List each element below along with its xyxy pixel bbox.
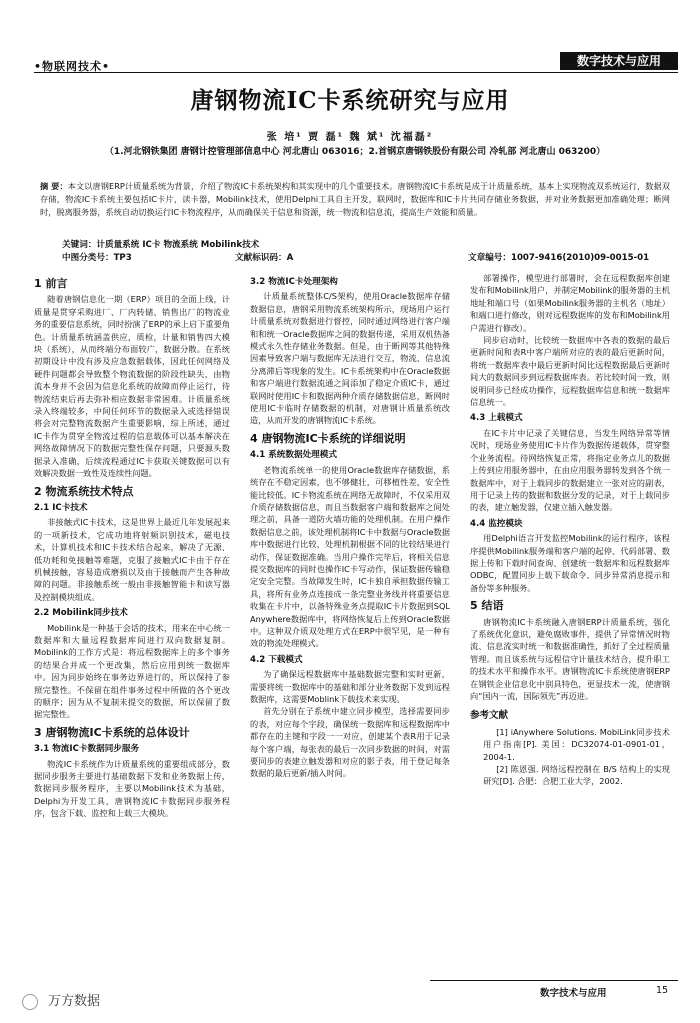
section-heading: 4 唐钢物流IC卡系统的详细说明 (250, 431, 406, 445)
subsection-heading: 2.1 IC卡技术 (34, 502, 88, 513)
authors: 张 培¹ 贾 磊¹ 魏 斌¹ 沈福磊² (266, 132, 434, 143)
abstract-label: 摘 要： (40, 181, 68, 191)
section-heading: 3 唐钢物流IC卡系统的总体设计 (34, 725, 190, 739)
header-rule (34, 72, 678, 73)
paragraph: 物流IC卡系统作为计质量系统的重要组成部分，数据同步服务主要进行基础数据下发和业务数据上传，数据同步服务程序，主要以Mobilink技术为基础，Delphi为开发工具，唐钢物流IC卡数据同步服务程序，包含下载、监控和上载三大模块。 (34, 758, 230, 819)
section-heading: 2 物流系统技术特点 (34, 484, 134, 498)
footer-journal: 数字技术与应用 (540, 988, 607, 999)
paragraph: 计质量系统整体C/S架构，使用Oracle数据库存储数据信息，唐钢采用物流系统架构所示，现场用户运行计质量系统对数据进行督控，同时通过网络进行客户端和和统一Oracle数据库之间的数据传递，采用双机热备模式永久性存储业务数据。但是，由于断网等其他特殊因素导致客户端与数据库无法进行交互，物流、信息流分离滞后等现象的发生。IC卡系统架构中在Oracle数据和客户端进行数据流通之间添加了稳定介质IC卡，通过联网时使用IC卡和数据两种介质存储数据信息，断网时使用IC卡临时存储数据的机制，对唐钢计质量系统改造，从而开发的唐钢物流IC卡系统。 (250, 291, 450, 426)
subsection-heading: 4.1 系统数据处理模式 (250, 450, 337, 461)
article-number: 文章编号：1007-9416(2010)09-0015-01 (468, 253, 650, 263)
wanfang-logo-icon (22, 994, 38, 1010)
subsection-heading: 4.4 监控模块 (470, 518, 523, 529)
references-heading: 参考文献 (470, 710, 509, 722)
section-heading: 1 前言 (34, 277, 68, 290)
wanfang-watermark (22, 990, 100, 1010)
article-meta (62, 251, 672, 263)
paragraph: 非接触式IC卡技术，这是世界上最近几年发展起来的一项新技术，它成功地将射频识别技术，磁电技术，计算机技术和IC卡技术结合起来，解决了无源、低功耗和免接触等难题，克服了接触式IC卡由于存在机械接触，容易造成磨损以及由于接触而产生各种故障的问题。非接触系统一般由非接触智能卡和读写器及控制模块组成。 (34, 517, 230, 602)
watermark-text: 万方数据 (48, 994, 101, 1009)
subsection-heading: 4.3 上载模式 (470, 413, 523, 424)
journal-tag: 数字技术与应用 (560, 52, 678, 70)
paragraph: Mobilink是一种基于会话的技术，用来在中心统一数据库和大量远程数据库间进行双向数据复制。Mobilink的工作方式是：将远程数据库上的多个事务的结果合并成一个更改集，然后应用到统一数据库中。因为同步始终在事务边界进行的，所以保持了参照完整性。不保留在组件事务过程中所做的各个更改的顺序；因为从不复制未提交的数据，所以保留了数据完整性。 (34, 622, 230, 720)
subsection-heading: 2.2 Mobilink同步技术 (34, 608, 128, 619)
keywords-label: 关键词： (62, 240, 97, 250)
abstract (40, 180, 670, 219)
paragraph: 首先分别在子系统中建立同步模型，选择需要同步的表，对应每个字段，确保统一数据库和远程数据库中都存在的主键和字段一一对应，创建某个表R用于记录每个客户端，每张表的最后一次同步数据的时间，对需要同步的表建立触发器和对应的影子表，用于登记每条数据的最后更新/插入时间。 (250, 706, 450, 779)
affiliations: （1.河北钢铁集团 唐钢计控管理部信息中心 河北唐山 063016；2.首钢京唐钢铁股份有限公司 冷轧部 河北唐山 063200） (104, 147, 606, 157)
page-number: 15 (656, 985, 669, 996)
paragraph: 同步启动时，比较统一数据库中各表的数据的最后更新时间和表R中客户端所对应的表的最后更新时间，将统一数据库表中最后更新时间比远程数据最后更新时间大的数据同步到远程数据库表。若比较时间一致，则说明同步已经成功操作，远程数据库信息和统一数据库信息统一。 (470, 335, 670, 408)
footer-rule (430, 980, 678, 981)
column-1 (34, 272, 230, 820)
paragraph: 为了确保远程数据库中基础数据完整和实时更新，需要将统一数据库中的基础和部分业务数据下发到远程数据库，这需要Moblink下载技术来实现。 (250, 669, 450, 704)
keywords (62, 238, 259, 250)
reference-item: [2] 陈恩强. 网络远程控制在 B/S 结构上的实现研究[D]. 合肥：合肥工业大学，2002. (483, 764, 670, 787)
paragraph: 老物流系统单一的使用Oracle数据库存储数据，系统存在不稳定因素，也不够健壮，可移植性差，安全性能比较低。IC卡物流系统在网络无故障时，不仅采用双介质存储数据信息，而且当数据客户端和数据库之间处理之前，具备一道防火墙功能的处理机制。在用户操作数据信息之前，该处理机制将IC卡中数据与Oracle数据库中数据进行比较，处理机制根据不同的比较结果进行动作，保证数据准确。当用户操作完毕后，将相关信息提交数据库的同时也操作IC卡写动作，保证数据传输稳定安全完整。当故障发生时，IC卡独自承担数据传输工具，将所有业务点连接成一条完整业务线并将重要信息收集在卡片中，以备特殊业务点提取IC卡片数据到SQL Anywhere数据库中，将网络恢复后上传到Oracle数据中。这种双介质双处理方式在ERP中很罕见，是一种有效的物流处理模式。 (250, 464, 450, 649)
abstract-text: 本文以唐钢ERP计质量系统为背景，介绍了物流IC卡系统架构和其实现中的几个重要技术。唐钢物流IC卡系统是成于计质量系统，基本上实现物流双系统运行，数据双存储，物流IC卡系统主要包括IC卡片，读卡器，Mobilink技术，使用Delphi工具自主开发，联网时，数据库和IC卡片共同存储业务数据，并对业务数据更加准确处理；断网时，脱离服务器，系统自动切换运行IC卡物流程序，从而确保关于信息和资源，统一物流和信息流，提高生产效能和质量。 (40, 181, 670, 217)
subsection-heading: 3.2 物流IC卡处理架构 (250, 277, 338, 287)
column-3 (470, 272, 670, 788)
paragraph: 随着唐钢信息化一期（ERP）项目的全面上线，计质量是贯穿采购进厂、厂内转储、销售出厂的物流业务的重要信息系统，同时扮演了ERP的承上启下重要角色。计质量系统涵盖供应，质检，计量和销售四大模块（系统），从而终端分布面较广，数据分散。在系统初期设计中没有涉及应急数据载体，因此任何网络及硬件问题都会导致整个物流数据的阶段性缺失，由物流本身并不会因为信息化系统的故障而停止运行，待物流结束后再去弥补相应数据非常困难。计质量系统录入终端较多，中间任何环节的数据录入或选择错误将会对完整物流数据产生重要影响，综上所述，通过IC卡作为贯穿全物流过程的信息载体可以基本解决在网络故障情况下的数据完整性保存问题，只要源头数据录入准确，后续流程通过IC卡获取关键数据可以有效解决数据一致性及连续性问题。 (34, 294, 230, 479)
reference-item: [1] iAnywhere Solutions. MobiLink同步技术用户指南[P]. 美国：DC32074-01-0901-01，2004-1. (483, 726, 670, 762)
paragraph: 部署操作，模型进行部署时，会在远程数据库创建发布和Mobilink用户，并制定Mobilink的服务器的主机地址和端口号（如果Mobilink服务器的主机名（地址）和端口进行修改，则对远程数据库的发布和Mobilink用户需进行修改）。 (470, 273, 670, 333)
document-code: 文献标识码：A (235, 253, 294, 263)
keywords-text: 计质量系统 IC卡 物流系统 Mobilink技术 (96, 240, 260, 250)
section-heading: 5 结语 (470, 599, 504, 613)
paper-title: 唐钢物流IC卡系统研究与应用 (190, 87, 510, 114)
clc-number: 中图分类号：TP3 (62, 253, 132, 263)
running-header-section: •物联网技术• (34, 60, 111, 73)
subsection-heading: 4.2 下载模式 (250, 654, 303, 665)
paragraph: 唐钢物流IC卡系统融入唐钢ERP计质量系统，强化了系统优化意识，避免腐败事件，提供了异常情况时物流、信息流实时统一和数据准确性，抓好了全过程质量管理。而且该系统与远程信守计量技术结合，提升职工的技术水平和操作水平。唐钢物流IC卡系统使唐钢ERP在钢铁企业信息化中别具特色，更显技术一流，使唐钢向“国内一流，国际领先”再迈进。 (470, 616, 670, 701)
paragraph: 用Delphi语言开发监控Mobilink的运行程序，该程序提供Mobilink服务端和客户端的起停、代码部署、数据上传和下载时间查询、创建统一数据库和远程数据库ODBC，配置同步上载下载命令、同步异常消息提示和备份等多种服务。 (470, 533, 670, 593)
paragraph: 在IC卡片中记录了关键信息，当发生网络异常等情况时，现场业务使用IC卡片作为数据传递载体，贯穿整个业务流程。待网络恢复正常，将指定业务点儿的数据上传到应用服务器中，在由应用服务器转发到各个统一数据库中，对于上载同步的数据建立一张对应的副表，用于记录上传的数据和数据分发的记录，对于上载同步的表，建立触发器，仅建立插入触发器。 (470, 427, 670, 513)
subsection-heading: 3.1 物流IC卡数据同步服务 (34, 744, 140, 755)
column-2 (250, 272, 450, 780)
